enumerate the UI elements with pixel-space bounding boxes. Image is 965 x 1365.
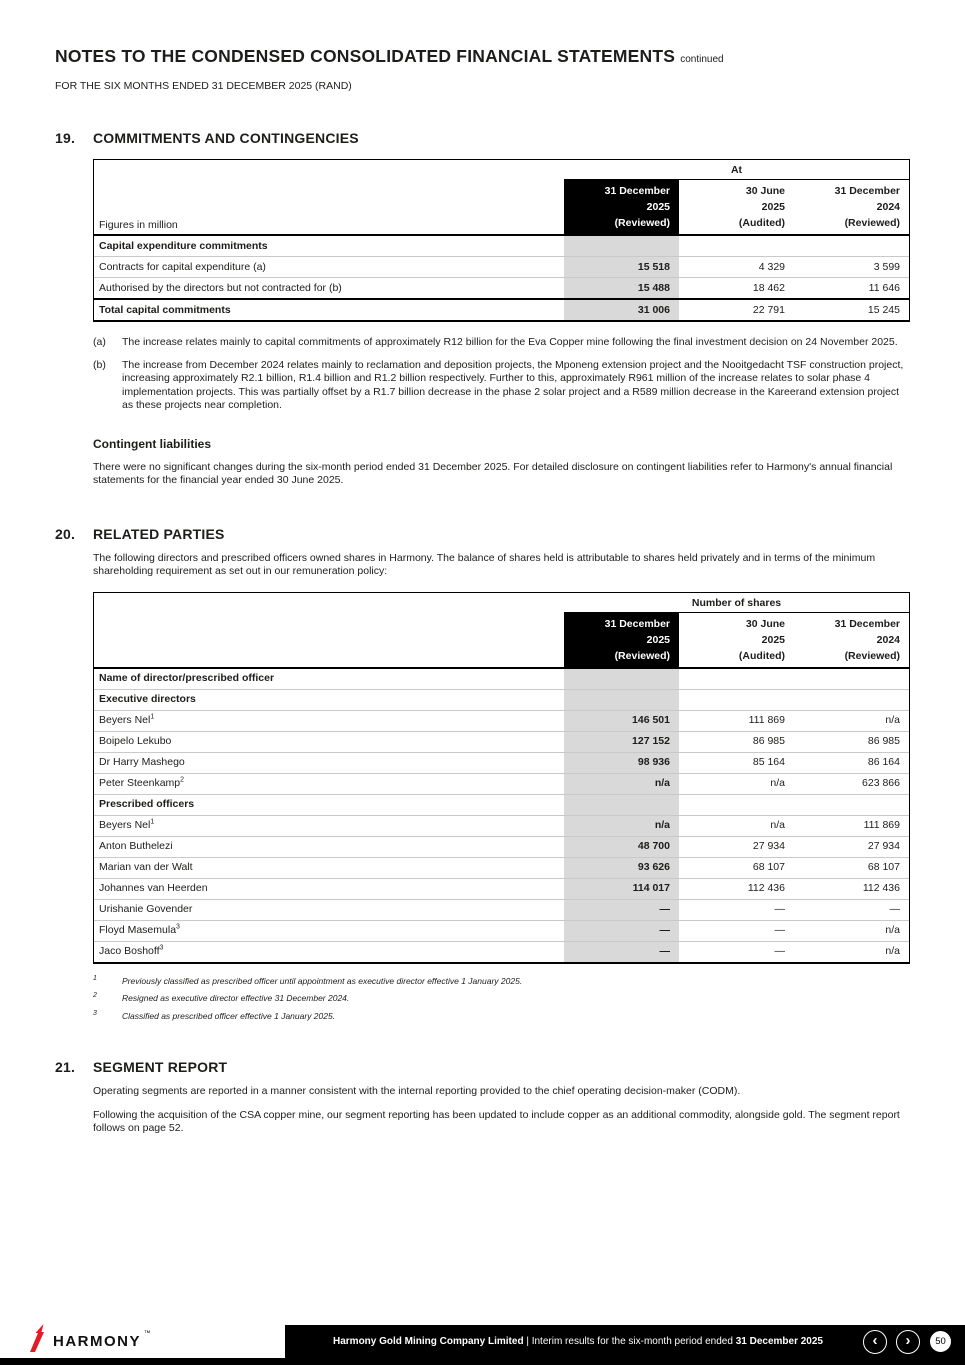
footnote-marker bbox=[93, 1011, 122, 1022]
row-label: Urishanie Govender bbox=[99, 903, 193, 915]
section-20 bbox=[55, 526, 910, 1022]
table-row bbox=[94, 298, 909, 320]
note-text: The increase relates mainly to capital commitments of approximately R12 billion for the Eva Copper mine following the final investment decision on 24 November 2025. bbox=[122, 336, 898, 348]
row-label: Capital expenditure commitments bbox=[99, 239, 268, 252]
column-header-line: 2025 bbox=[761, 633, 785, 646]
column-header-prior-period bbox=[679, 613, 794, 667]
commitments-table-body bbox=[94, 236, 909, 320]
table-row bbox=[94, 236, 909, 256]
column-header-line: 31 December bbox=[834, 617, 900, 630]
footer-bottom-strip bbox=[0, 1358, 965, 1365]
prev-page-button[interactable] bbox=[863, 1330, 887, 1354]
section-number: 19. bbox=[55, 130, 76, 146]
row-label: Total capital commitments bbox=[99, 303, 231, 316]
cell-value: n/a bbox=[564, 816, 679, 836]
cell-value: 86 164 bbox=[867, 756, 900, 768]
cell-value: — bbox=[889, 903, 900, 915]
cell-value: — bbox=[564, 942, 679, 962]
footer-bar bbox=[285, 1325, 965, 1358]
cell-value bbox=[564, 669, 679, 689]
cell-value bbox=[679, 669, 794, 689]
table-row bbox=[94, 710, 909, 731]
column-header-line: (Reviewed) bbox=[614, 649, 670, 662]
cell-value bbox=[564, 690, 679, 710]
table-notes bbox=[93, 336, 910, 413]
footnote bbox=[93, 976, 910, 987]
column0-label bbox=[94, 662, 564, 667]
footer-navigation bbox=[863, 1330, 965, 1354]
row-label: Executive directors bbox=[99, 693, 196, 705]
table-row bbox=[94, 878, 909, 899]
cell-value: 111 869 bbox=[748, 714, 785, 726]
cell-value: 4 329 bbox=[758, 260, 785, 273]
page-title bbox=[55, 46, 910, 67]
table-row bbox=[94, 857, 909, 878]
section-title: COMMITMENTS AND CONTINGENCIES bbox=[93, 130, 359, 146]
cell-value: 127 152 bbox=[564, 732, 679, 752]
column-header-line: 2025 bbox=[646, 633, 670, 646]
footnote-number: 3 bbox=[93, 1009, 97, 1017]
footnote-marker bbox=[93, 976, 122, 987]
footnote-number: 1 bbox=[93, 974, 97, 982]
note-text: The increase from December 2024 relates mainly to reclamation and deposition projects, the Mponeng extension project and the Nooitgedacht TSF construction project, increasing approximately R2.1 billion, R1.4 billion and R1.2 billion respectively. Further to this, approximately R961 million of the increase relates to solar phase 4 implementation projects. This was partially offset by a R1.7 billion decrease in the phase 2 solar project and a R589 million decrease in the Kareerand extension project as these projects near completion. bbox=[122, 358, 904, 411]
cell-value: 27 934 bbox=[867, 840, 900, 852]
row-label: Prescribed officers bbox=[99, 798, 195, 810]
cell-value: n/a bbox=[564, 774, 679, 794]
note-marker: (b) bbox=[93, 358, 106, 371]
chevron-right-icon: › bbox=[905, 1332, 911, 1349]
section-title: RELATED PARTIES bbox=[93, 525, 225, 542]
logo-text: HARMONY bbox=[53, 1333, 141, 1350]
cell-value: 27 934 bbox=[752, 840, 785, 852]
cell-value: 15 488 bbox=[564, 278, 679, 298]
cell-value: 114 017 bbox=[564, 879, 679, 899]
cell-value bbox=[564, 795, 679, 815]
cell-value: 93 626 bbox=[564, 858, 679, 878]
footer-period-date: 31 December 2025 bbox=[735, 1336, 823, 1347]
note-marker: (a) bbox=[93, 336, 106, 348]
cell-value: 48 700 bbox=[564, 837, 679, 857]
cell-value: n/a bbox=[885, 945, 900, 957]
column-header-prior-period bbox=[679, 180, 794, 234]
cell-value bbox=[679, 795, 794, 815]
column-header-line: 31 December bbox=[604, 185, 670, 197]
cell-value: 623 866 bbox=[862, 777, 900, 789]
cell-value bbox=[794, 669, 909, 689]
cell-value: 68 107 bbox=[867, 861, 900, 873]
footnote bbox=[93, 993, 910, 1004]
row-label: Beyers Nel$^1$ bbox=[99, 713, 155, 726]
table-footnotes bbox=[93, 976, 910, 1022]
cell-value: 3 599 bbox=[873, 260, 900, 273]
section-21-heading bbox=[55, 1059, 910, 1075]
table-column-headers bbox=[94, 613, 909, 669]
footer-bar-mid-text: | Interim results for the six-month period ended bbox=[523, 1336, 736, 1347]
cell-value: 22 791 bbox=[752, 303, 785, 316]
segment-paragraph: Following the acquisition of the CSA copper mine, our segment reporting has been updated to include copper as an additional commodity, alongside gold. The segment report follows on page 52. bbox=[93, 1108, 900, 1134]
contingent-liabilities-text: There were no significant changes during the six-month period ended 31 December 2025. For detailed disclosure on contingent liabilities refer to Harmony's annual financial statements for the financial year ended 30 June 2025. bbox=[93, 460, 893, 486]
row-label: Beyers Nel$^1$ bbox=[99, 818, 155, 831]
table-row bbox=[94, 256, 909, 277]
footnote-text: Classified as prescribed officer effective 1 January 2025. bbox=[122, 1010, 336, 1021]
column-header-line: 2024 bbox=[876, 201, 900, 213]
footnote-number: 2 bbox=[93, 992, 97, 1000]
row-label: Boipelo Lekubo bbox=[99, 735, 172, 747]
column-header-line: 2025 bbox=[646, 201, 670, 213]
continued-label: continued bbox=[680, 54, 724, 65]
contingent-liabilities-heading: Contingent liabilities bbox=[93, 436, 212, 451]
column-header-line: (Reviewed) bbox=[614, 217, 670, 229]
column-header-line: 30 June bbox=[745, 185, 785, 197]
table-row bbox=[94, 773, 909, 794]
cell-value: — bbox=[564, 921, 679, 941]
section-19-heading bbox=[55, 130, 910, 146]
table-row bbox=[94, 899, 909, 920]
cell-value bbox=[794, 690, 909, 710]
commitments-table bbox=[93, 159, 910, 322]
row-label: Authorised by the directors but not contracted for (b) bbox=[99, 281, 342, 294]
harmony-logo bbox=[28, 1324, 151, 1352]
row-label: Johannes van Heerden bbox=[99, 882, 208, 894]
footnote bbox=[93, 1011, 910, 1022]
shares-table-body bbox=[94, 669, 909, 962]
row-label: Marian van der Walt bbox=[99, 861, 193, 873]
cell-value bbox=[564, 236, 679, 256]
cell-value: n/a bbox=[885, 714, 900, 726]
chevron-left-icon: ‹ bbox=[872, 1332, 878, 1349]
section-20-heading bbox=[55, 526, 910, 542]
number-of-shares-label: Number of shares bbox=[564, 593, 909, 613]
section-21 bbox=[55, 1059, 910, 1136]
cell-value bbox=[679, 236, 794, 256]
row-label: Name of director/prescribed officer bbox=[99, 672, 275, 684]
table-row bbox=[94, 669, 909, 689]
row-label: Anton Buthelezi bbox=[99, 840, 173, 852]
cell-value: 85 164 bbox=[752, 756, 785, 768]
row-label: Jaco Boshoff$^3$ bbox=[99, 944, 164, 957]
section-number: 20. bbox=[55, 525, 76, 542]
cell-value: — bbox=[774, 924, 785, 936]
cell-value: 68 107 bbox=[752, 861, 785, 873]
cell-value bbox=[794, 795, 909, 815]
cell-value: 18 462 bbox=[752, 281, 785, 294]
cell-value: 15 245 bbox=[867, 303, 900, 316]
table-row bbox=[94, 794, 909, 815]
column-header-line: 31 December bbox=[834, 185, 900, 197]
table-row bbox=[94, 836, 909, 857]
page-title-text: NOTES TO THE CONDENSED CONSOLIDATED FINANCIAL STATEMENTS bbox=[55, 46, 676, 66]
column-header-line: 31 December bbox=[604, 617, 670, 630]
cell-value: 11 646 bbox=[868, 281, 900, 294]
document-header bbox=[55, 46, 910, 92]
cell-value: — bbox=[774, 945, 785, 957]
note-b bbox=[93, 359, 910, 413]
table-row bbox=[94, 815, 909, 836]
cell-value: n/a bbox=[885, 924, 900, 936]
logo-mark-icon bbox=[28, 1324, 50, 1352]
table-span-header bbox=[94, 593, 909, 613]
column-header-line: 30 June bbox=[745, 617, 785, 630]
cell-value: 15 518 bbox=[564, 257, 679, 277]
column-header-current-period bbox=[564, 613, 679, 667]
at-label: At bbox=[564, 160, 909, 180]
cell-value: 112 436 bbox=[747, 882, 785, 894]
trademark-symbol: ™ bbox=[144, 1330, 151, 1337]
cell-value: 31 006 bbox=[564, 300, 679, 320]
cell-value: 112 436 bbox=[862, 882, 900, 894]
table-span-header bbox=[94, 160, 909, 180]
section-number: 21. bbox=[55, 1059, 76, 1075]
page-number-badge bbox=[929, 1330, 952, 1353]
cell-value: 98 936 bbox=[564, 753, 679, 773]
column-header-line: (Reviewed) bbox=[844, 217, 900, 229]
cell-value bbox=[679, 690, 794, 710]
column-header-line: (Audited) bbox=[738, 217, 785, 229]
segment-paragraph: Operating segments are reported in a manner consistent with the internal reporting provided to the chief operating decision-maker (CODM). bbox=[93, 1085, 741, 1097]
shares-table bbox=[93, 592, 910, 964]
span-spacer bbox=[94, 593, 564, 613]
footer-company-name: Harmony Gold Mining Company Limited bbox=[333, 1336, 524, 1347]
note-a bbox=[93, 336, 910, 350]
column-header-line: (Reviewed) bbox=[844, 649, 900, 662]
column-header-comparative-period bbox=[794, 180, 909, 234]
table-row bbox=[94, 920, 909, 941]
column-header-comparative-period bbox=[794, 613, 909, 667]
figures-in-million-label: Figures in million bbox=[99, 219, 178, 231]
table-row bbox=[94, 277, 909, 298]
row-label: Floyd Masemula$^3$ bbox=[99, 923, 180, 936]
page-number: 50 bbox=[935, 1336, 946, 1347]
row-label: Dr Harry Mashego bbox=[99, 756, 185, 768]
related-parties-intro: The following directors and prescribed officers owned shares in Harmony. The balance of shares held is attributable to shares held privately and in terms of the minimum shareholding requirement as set out in our remuneration policy: bbox=[93, 551, 876, 577]
cell-value: 111 869 bbox=[863, 819, 900, 831]
table-row bbox=[94, 941, 909, 962]
row-label: Contracts for capital expenditure (a) bbox=[99, 260, 266, 273]
column-header-line: 2025 bbox=[761, 201, 785, 213]
cell-value: — bbox=[774, 903, 785, 915]
cell-value: n/a bbox=[770, 777, 785, 789]
cell-value: — bbox=[564, 900, 679, 920]
period-subtitle: FOR THE SIX MONTHS ENDED 31 DECEMBER 2025 (RAND) bbox=[55, 80, 352, 92]
row-label: Peter Steenkamp$^2$ bbox=[99, 776, 185, 789]
table-row bbox=[94, 689, 909, 710]
footnote-text: Resigned as executive director effective 31 December 2024. bbox=[122, 993, 350, 1003]
next-page-button[interactable] bbox=[896, 1330, 920, 1354]
footer-bar-text bbox=[285, 1336, 863, 1347]
section-title: SEGMENT REPORT bbox=[93, 1059, 228, 1075]
span-spacer bbox=[94, 160, 564, 180]
cell-value bbox=[794, 236, 909, 256]
footnote-text: Previously classified as prescribed officer until appointment as executive director effective 1 January 2025. bbox=[122, 975, 523, 986]
table-row bbox=[94, 752, 909, 773]
cell-value: 146 501 bbox=[564, 711, 679, 731]
table-column-headers bbox=[94, 180, 909, 236]
footnote-marker bbox=[93, 993, 122, 1004]
table-row bbox=[94, 731, 909, 752]
cell-value: n/a bbox=[770, 819, 785, 831]
cell-value: 86 985 bbox=[867, 735, 900, 747]
column-header-line: 2024 bbox=[876, 633, 900, 646]
column-header-line: (Audited) bbox=[738, 649, 785, 662]
section-19 bbox=[55, 130, 910, 488]
cell-value: 86 985 bbox=[752, 735, 785, 747]
column-header-current-period bbox=[564, 180, 679, 234]
